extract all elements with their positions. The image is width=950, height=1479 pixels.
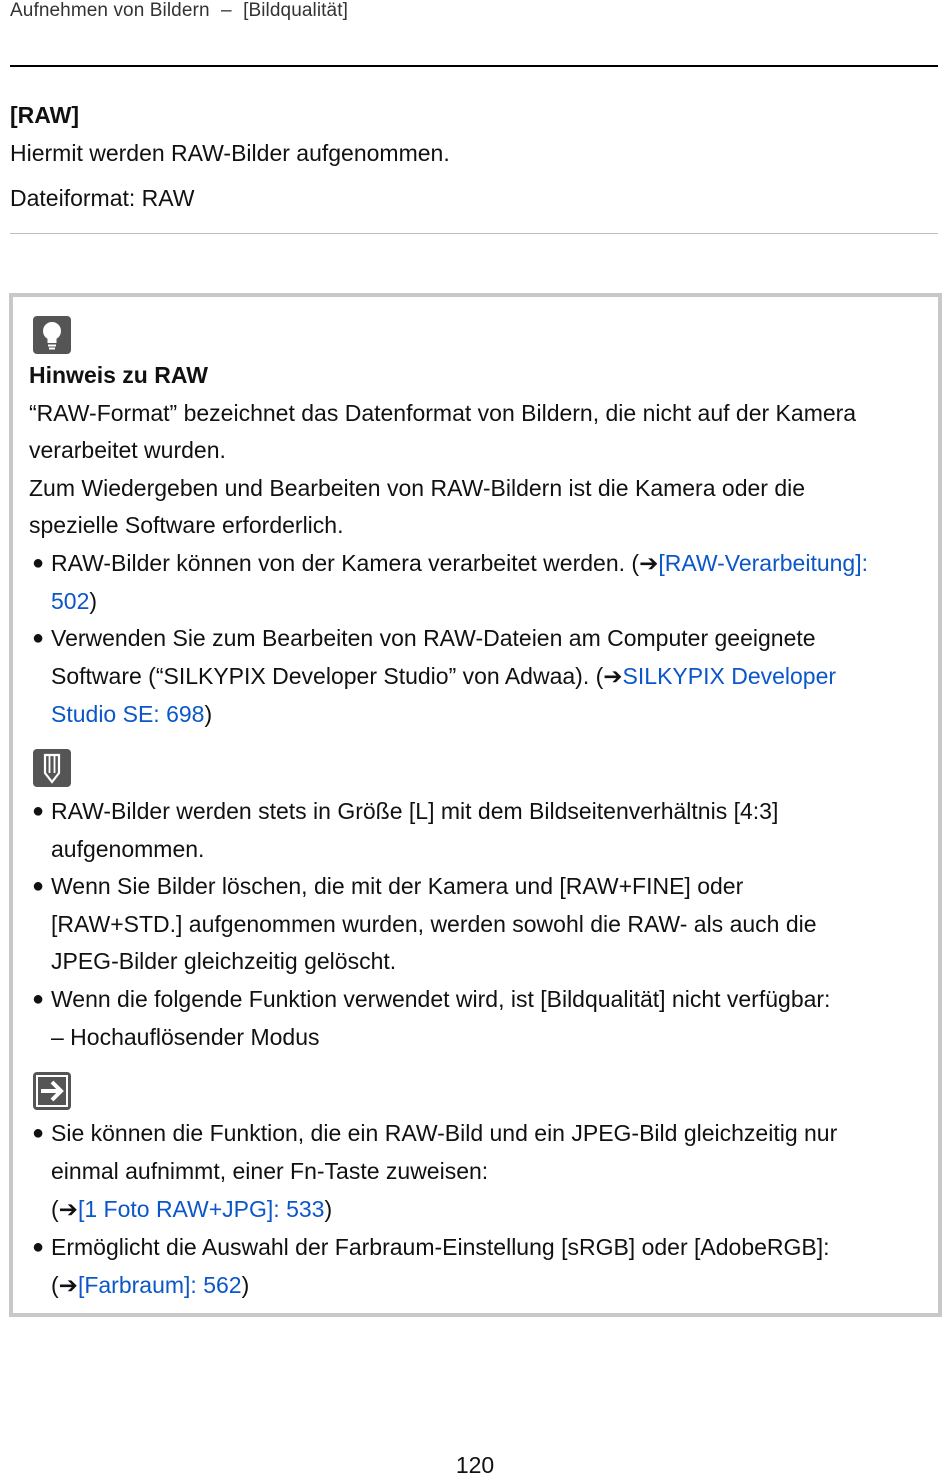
tip-line: verarbeitet wurden. — [29, 437, 226, 463]
page-header — [10, 0, 348, 22]
paren-open: ( — [51, 1272, 59, 1298]
bullet-icon: ● — [32, 627, 45, 649]
tip-line: Zum Wiedergeben und Bearbeiten von RAW-Bildern ist die Kamera oder die — [29, 475, 806, 501]
list-item-text: RAW-Bilder können von der Kamera verarbeitet werden. ( — [51, 550, 640, 576]
bullet-icon: ● — [32, 988, 45, 1010]
list-item: Wenn die folgende Funktion verwendet wird, ist [Bildqualität] nicht verfügbar: — [51, 986, 831, 1012]
pencil-icon — [33, 749, 71, 787]
list-item: RAW-Bilder werden stets in Größe [L] mit dem Bildseitenverhältnis [4:3] — [51, 798, 779, 824]
link-1-foto-raw-jpg[interactable] — [59, 1196, 325, 1222]
list-item-text: ) — [89, 588, 98, 614]
lightbulb-icon — [33, 316, 71, 354]
bullet-icon: ● — [32, 875, 45, 897]
list-item-continuation — [51, 1266, 249, 1304]
list-item: Verwenden Sie zum Bearbeiten von RAW-Dateien am Computer geeignete — [51, 625, 816, 651]
list-item: Wenn Sie Bilder löschen, die mit der Kamera und [RAW+FINE] oder — [51, 873, 744, 899]
bullet-icon: ● — [32, 1236, 45, 1258]
list-item — [51, 544, 868, 582]
list-item-continuation — [51, 657, 836, 695]
arrow-icon: ➔ — [58, 1196, 78, 1222]
link-page-698[interactable]: Studio SE: 698 — [51, 701, 205, 727]
page-number: 120 — [455, 1452, 495, 1478]
header-divider — [10, 65, 938, 67]
header-chapter: Aufnehmen von Bildern — [10, 0, 210, 21]
tip-line: “RAW-Format” bezeichnet das Datenformat von Bildern, die nicht auf der Kamera — [29, 400, 857, 426]
bullet-icon: ● — [32, 1122, 45, 1144]
link-text: [Farbraum]: 562 — [77, 1272, 242, 1298]
list-item-continuation — [51, 695, 212, 733]
file-format-text: Dateiformat: RAW — [10, 185, 195, 211]
note-box — [9, 293, 942, 1317]
list-item-continuation: – Hochauflösender Modus — [51, 1024, 320, 1050]
link-text: [RAW-Verarbeitung]: — [658, 550, 868, 576]
list-item-continuation: JPEG-Bilder gleichzeitig gelöscht. — [51, 948, 397, 974]
link-text: [1 Foto RAW+JPG]: 533 — [77, 1196, 325, 1222]
list-item: Ermöglicht die Auswahl der Farbraum-Einstellung [sRGB] oder [AdobeRGB]: — [51, 1234, 830, 1260]
link-farbraum[interactable] — [59, 1272, 242, 1298]
section-description: Hiermit werden RAW-Bilder aufgenommen. — [10, 140, 450, 166]
paren-open: ( — [51, 1196, 59, 1222]
list-item-text: ) — [204, 701, 213, 727]
bullet-icon: ● — [32, 800, 45, 822]
header-separator: – — [221, 0, 232, 21]
list-item-continuation: einmal aufnimmt, einer Fn-Taste zuweisen: — [51, 1158, 489, 1184]
section-title: [RAW] — [10, 102, 79, 128]
list-item-continuation — [51, 582, 97, 620]
bullet-icon: ● — [32, 552, 45, 574]
tip-title: Hinweis zu RAW — [29, 362, 208, 388]
list-item-continuation — [51, 1190, 332, 1228]
link-silkypix[interactable] — [603, 663, 836, 689]
arrow-icon: ➔ — [639, 550, 659, 576]
link-text: SILKYPIX Developer — [622, 663, 837, 689]
list-item-continuation: aufgenommen. — [51, 836, 205, 862]
list-item-continuation: [RAW+STD.] aufgenommen wurden, werden sowohl die RAW- als auch die — [51, 911, 817, 937]
arrow-icon: ➔ — [603, 663, 623, 689]
paren-close: ) — [241, 1272, 250, 1298]
section-divider — [10, 233, 938, 234]
tip-line: spezielle Software erforderlich. — [29, 512, 344, 538]
header-section: [Bildqualität] — [243, 0, 348, 21]
arrow-right-icon — [33, 1072, 71, 1110]
arrow-icon: ➔ — [58, 1272, 78, 1298]
link-raw-processing[interactable] — [639, 550, 868, 576]
link-page-502[interactable]: 502 — [51, 588, 90, 614]
paren-close: ) — [324, 1196, 333, 1222]
list-item-text: Software (“SILKYPIX Developer Studio” von Adwaa). ( — [51, 663, 604, 689]
list-item: Sie können die Funktion, die ein RAW-Bild und ein JPEG-Bild gleichzeitig nur — [51, 1120, 838, 1146]
